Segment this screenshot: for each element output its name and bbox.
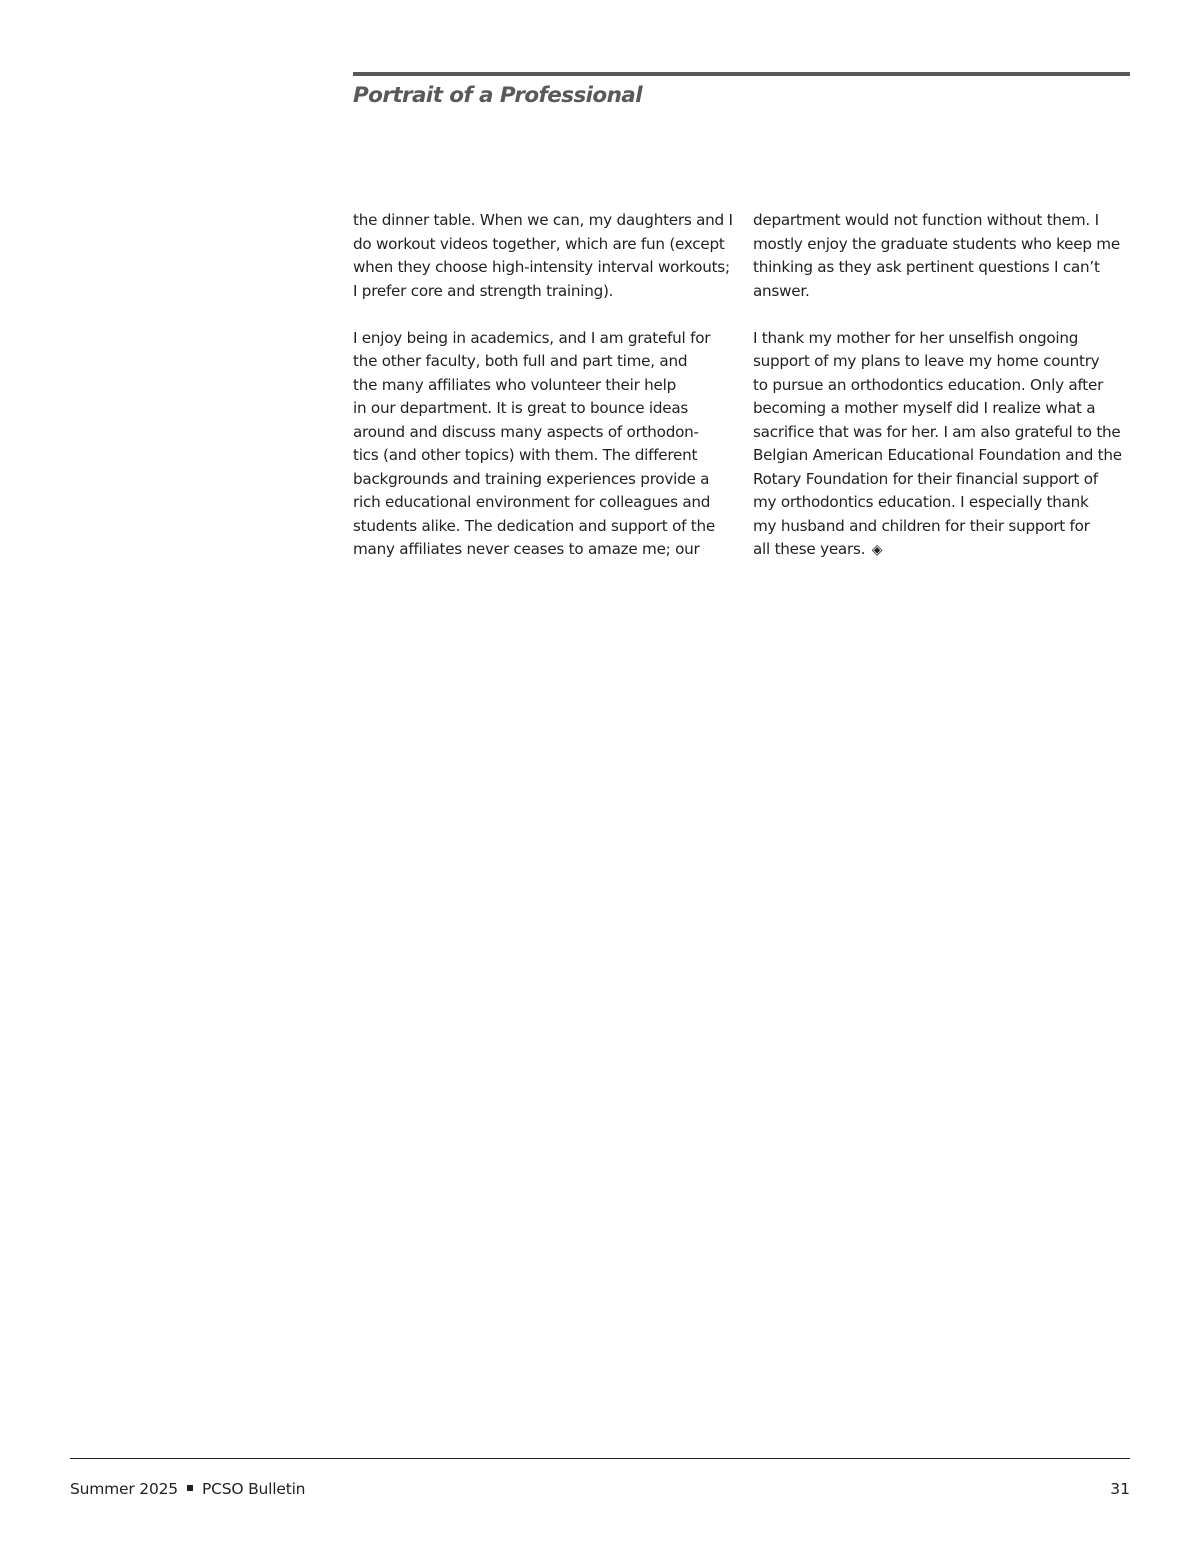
text-line: do workout videos together, which are fun (except xyxy=(353,234,725,253)
right-column xyxy=(753,209,1138,586)
footer-publication: PCSO Bulletin xyxy=(201,1480,306,1498)
text-line: department would not function without them. I xyxy=(753,211,1099,229)
paragraph xyxy=(753,327,1138,563)
text-line: when they choose high-intensity interval workouts; xyxy=(353,258,730,276)
text-line: backgrounds and training experiences provide a xyxy=(353,469,710,488)
text-line: my husband and children for their support for xyxy=(753,516,1090,535)
paragraph xyxy=(753,209,1138,303)
text-line: to pursue an orthodontics education. Only after xyxy=(753,375,1104,394)
left-column xyxy=(353,209,733,585)
header-rule xyxy=(353,72,1130,76)
text-line-content: all these years. xyxy=(753,540,866,558)
text-line: becoming a mother myself did I realize what a xyxy=(753,399,1096,417)
text-line: tics (and other topics) with them. The different xyxy=(353,446,698,464)
end-of-article-icon: ◈ xyxy=(871,542,883,558)
text-line: Rotary Foundation for their financial support of xyxy=(753,469,1098,488)
text-line: I enjoy being in academics, and I am grateful for xyxy=(353,328,711,347)
text-line: the other faculty, both full and part time, and xyxy=(353,352,688,370)
text-line: students alike. The dedication and support of the xyxy=(353,516,715,535)
paragraph xyxy=(353,327,733,562)
text-line: the dinner table. When we can, my daughters and I xyxy=(353,211,733,229)
paragraph xyxy=(353,209,733,303)
text-line: I prefer core and strength training). xyxy=(353,281,614,300)
text-line: rich educational environment for colleagues and xyxy=(353,493,711,511)
text-line: sacrifice that was for her. I am also grateful to the xyxy=(753,422,1121,441)
text-line: around and discuss many aspects of orthodon- xyxy=(353,422,699,441)
text-line: mostly enjoy the graduate students who keep me xyxy=(753,234,1120,253)
text-line: thinking as they ask pertinent questions I can’t xyxy=(753,258,1100,276)
text-line: in our department. It is great to bounce ideas xyxy=(353,399,689,417)
footer-season: Summer 2025 xyxy=(70,1480,178,1498)
text-line: my orthodontics education. I especially thank xyxy=(753,493,1089,511)
page-number: 31 xyxy=(1110,1480,1130,1498)
text-line: the many affiliates who volunteer their help xyxy=(353,375,676,394)
text-line-last xyxy=(753,538,1138,563)
footer-publication-info xyxy=(70,1480,305,1498)
text-line: Belgian American Educational Foundation and the xyxy=(753,446,1122,464)
section-title: Portrait of a Professional xyxy=(353,83,642,108)
text-line: support of my plans to leave my home country xyxy=(753,352,1100,370)
text-line: answer. xyxy=(753,281,810,300)
text-line: many affiliates never ceases to amaze me; our xyxy=(353,540,700,558)
text-line: I thank my mother for her unselfish ongoing xyxy=(753,328,1079,347)
footer-rule xyxy=(70,1458,1130,1459)
footer-separator-icon xyxy=(187,1485,193,1491)
